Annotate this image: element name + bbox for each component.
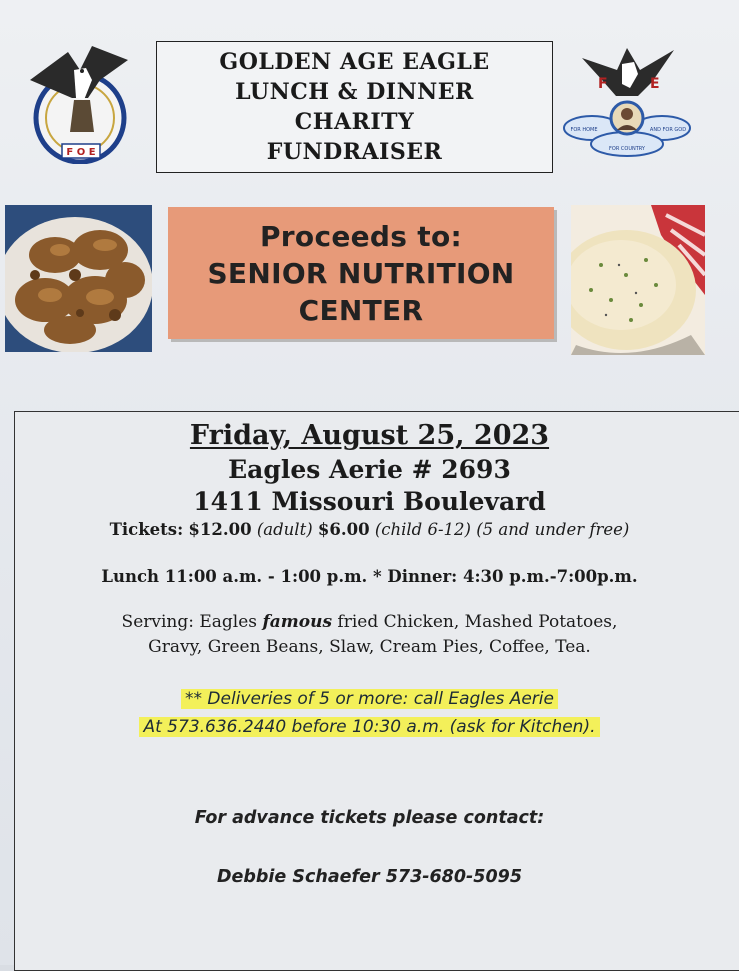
event-date: Friday, August 25, 2023 [189, 420, 550, 451]
mashed-potatoes-photo [571, 205, 705, 355]
title-line-2: LUNCH & DINNER [235, 79, 474, 105]
foe-letters: F O E [66, 147, 96, 158]
event-venue: Eagles Aerie # 2693 [228, 455, 511, 484]
title-line-1: GOLDEN AGE EAGLE [219, 49, 490, 75]
serving-rest: fried Chicken, Mashed Potatoes, [332, 612, 618, 632]
banner-for-god: AND FOR GOD [649, 127, 687, 133]
title-line-3: CHARITY [294, 109, 415, 135]
logo-letter-f: F [598, 76, 608, 92]
fried-chicken-photo [5, 205, 152, 352]
banner-for-country: FOR COUNTRY [609, 146, 645, 152]
proceeds-line-1: Proceeds to: [259, 219, 463, 253]
delivery-highlight-2: At 573.636.2440 before 10:30 a.m. (ask for Kitchen). [139, 717, 599, 737]
adult-note: (adult) [256, 520, 313, 539]
meal-hours: Lunch 11:00 a.m. - 1:00 p.m. * Dinner: 4:30 p.m.-7:00p.m. [101, 567, 638, 586]
proceeds-line-3: CENTER [298, 293, 424, 327]
serving-prefix: Serving: Eagles [121, 612, 263, 632]
foe-seal-logo [28, 40, 132, 164]
event-address: 1411 Missouri Boulevard [193, 487, 546, 516]
title-line-4: FUNDRAISER [266, 139, 443, 165]
tickets-label: Tickets: [109, 520, 184, 539]
event-title-box [156, 41, 553, 173]
proceeds-banner [168, 207, 554, 339]
serving-menu-line-1 [0, 612, 739, 632]
adult-price: $12.00 [188, 520, 252, 539]
banner-for-home: FOR HOME [570, 127, 598, 133]
delivery-highlight-1: ** Deliveries of 5 or more: call Eagles Aerie [181, 689, 558, 709]
contact-person: Debbie Schaefer 573-680-5095 [216, 867, 523, 887]
foe-emblem-logo [562, 40, 692, 160]
serving-menu-line-2: Gravy, Green Beans, Slaw, Cream Pies, Coffee, Tea. [148, 637, 591, 657]
child-price: $6.00 [317, 520, 370, 539]
advance-tickets-heading: For advance tickets please contact: [194, 808, 545, 828]
child-note: (child 6-12) (5 and under free) [374, 520, 630, 539]
delivery-note-line-2 [0, 717, 739, 737]
ticket-prices [0, 520, 739, 539]
proceeds-line-2: SENIOR NUTRITION [207, 256, 515, 290]
logo-letter-e: E [650, 76, 660, 92]
serving-emphasis: famous [262, 612, 333, 632]
delivery-note-line-1 [0, 689, 739, 709]
